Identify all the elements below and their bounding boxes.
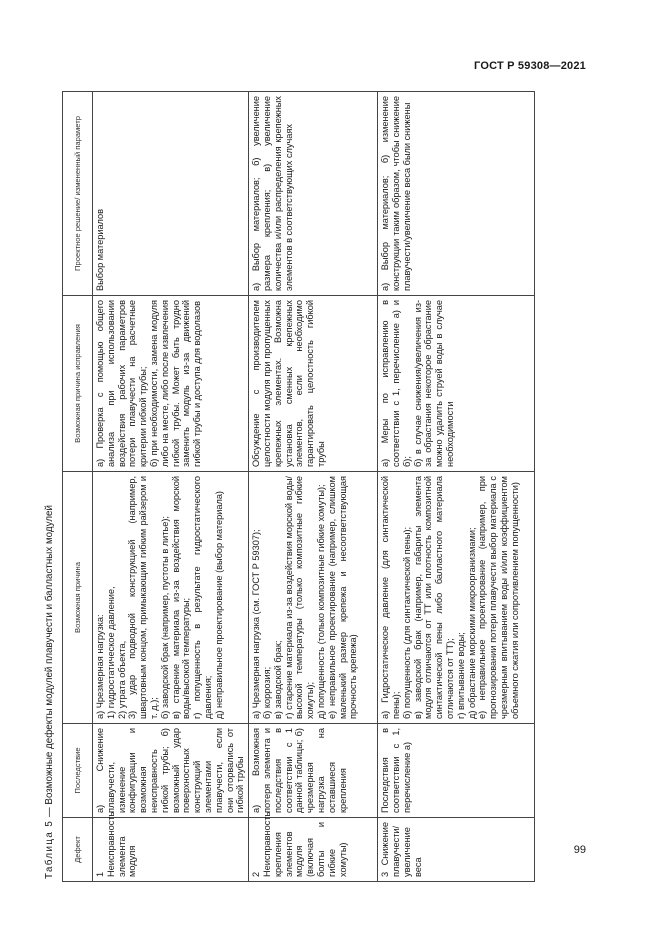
defect-cell: 3 Снижение плавучести/увеличение веса bbox=[378, 818, 535, 882]
column-header-cause: Возможная причина bbox=[63, 472, 93, 724]
cause-item: б) попущенность (для синтактической пены); bbox=[401, 526, 412, 719]
cause-cell bbox=[378, 472, 535, 724]
cause-cell bbox=[249, 472, 378, 724]
cause-item: а) Чрезмерная нагрузка (см. ГОСТ Р 59307); bbox=[251, 529, 262, 719]
fix-item: а) Проверка с помощью общего анализа при использовании воздействия рабочих параметров потери плавучести на расчетные критерии гибкой трубы; bbox=[95, 300, 149, 467]
fix-cell bbox=[249, 296, 378, 472]
table-caption-text: — Возможные дефекты модулей плавучести и балластных модулей bbox=[44, 505, 55, 820]
cause-item: е) неправильное проектирование (например, слишком маленький размер крепежа и несоответствующая прочность крепежа) bbox=[326, 476, 359, 719]
consequence-cell: Последствия в соответствии с 1, перечисление а) bbox=[378, 724, 535, 818]
cause-item: г) попущенность в результате гидростатического давления; bbox=[192, 476, 213, 719]
cause-item: в) старение материала из-за воздействия морской воды/высокой температуры; bbox=[170, 476, 192, 719]
consequence-cell: а) Снижение плавучести, изменение конфигурации и возможная неисправность гибкой трубы; б) возможный удар поверхностных конструкций элементами плавучести, если они оторвались от гибкой трубы bbox=[93, 724, 249, 818]
cause-item: 2) утрата объекта, bbox=[116, 640, 127, 719]
fix-item: б) в случае снижения/увеличения из-за обрастания некоторое обрастание можно удалить струей воды в случае необходимости bbox=[412, 300, 455, 467]
column-header-consequence: Последствие bbox=[63, 724, 93, 818]
cause-item: 1) гидростатическое давление, bbox=[105, 586, 116, 719]
cause-item: е) неправильное проектирование (например, при прогнозировании потери плавучести выбор материала с чрезмерным впитыванием воды и/или коэффициентом объемного сжатия или сопротивлением попущенности) bbox=[477, 476, 520, 719]
cause-item: г) впитывание воды; bbox=[455, 632, 466, 719]
decision-cell: а) Выбор материалов; б) изменение конструкции таким образом, чтобы снижение плавучести/увеличение веса были снижены bbox=[378, 92, 535, 296]
cause-item: д) обрастание морскими микроорганизмами; bbox=[466, 527, 477, 719]
page-number: 99 bbox=[573, 844, 586, 856]
column-header-decision: Проектное решение/ измененный параметр bbox=[63, 92, 93, 296]
fix-cell bbox=[93, 296, 249, 472]
cause-item: б) заводской брак (например, пустоты в литье); bbox=[159, 516, 170, 719]
cause-cell bbox=[93, 472, 249, 724]
table-row bbox=[249, 92, 378, 882]
decision-cell: Выбор материалов bbox=[93, 92, 249, 296]
column-header-fix: Возможная причина исправления bbox=[63, 296, 93, 472]
cause-item: в) заводской брак; bbox=[272, 640, 283, 719]
rotated-table-wrapper bbox=[62, 92, 580, 882]
fix-item: Обсуждение с производителем целостности модуля при пропущенных крепежных элементах. Возможна установка сменных крепежных элементов, если необходимо гарантировать целостность гибкой трубы bbox=[251, 300, 326, 467]
column-header-defect: Дефект bbox=[63, 818, 93, 882]
cause-item: а) Чрезмерная нагрузка: bbox=[95, 614, 105, 719]
table-caption-prefix: Таблица 5 bbox=[44, 819, 55, 879]
cause-item: а) Гидростатическое давление (для синтактической пены); bbox=[380, 476, 401, 719]
table-row bbox=[378, 92, 535, 882]
table-header-row bbox=[63, 92, 93, 882]
table-caption bbox=[44, 79, 58, 879]
fix-item: а) Меры по исправлению в соответствии с 1, перечисление а) и б); bbox=[380, 300, 412, 467]
cause-item: 3) удар подводной конструкцией (например, швартовным концом, примыкающим гибким райзером и т. д.); bbox=[127, 476, 159, 719]
consequence-cell: а) Возможная потеря элемента и последствия в соответствии с 1 данной таблицы; б) чрезмерная нагрузка на оставшиеся крепления bbox=[249, 724, 378, 818]
fix-item: б) при необходимости, замена модуля либо на месте, либо после извлечения гибкой трубы. Может быть трудно заменить модуль из-за движений гибкой трубы и доступа для водолазов bbox=[148, 300, 203, 467]
standard-designation: ГОСТ Р 59308—2021 bbox=[474, 60, 586, 72]
cause-item: д) попущенность (только композитные гибкие хомуты); bbox=[315, 484, 326, 719]
fix-cell bbox=[378, 296, 535, 472]
cause-item: г) старение материала из-за воздействия морской воды/высокой температуры (только композитные гибкие хомуты); bbox=[283, 476, 316, 719]
defects-table bbox=[62, 91, 535, 882]
cause-item: в) заводской брак (например, габариты элемента модуля отличаются от ТТ или плотность композитной синтактической пены либо балластного материала отличаются от ТТ); bbox=[412, 476, 455, 719]
table-row bbox=[93, 92, 249, 882]
decision-cell: а) Выбор материалов; б) увеличение размера крепления; в) увеличение количества и/или распределения крепежных элементов в соответствующих случаях bbox=[249, 92, 378, 296]
defect-cell: 2 Неисправность крепления элементов модуля (включая болты и гибкие хомуты) bbox=[249, 818, 378, 882]
cause-item: д) неправильное проектирование (выбор материала) bbox=[213, 491, 224, 719]
defect-cell: 1 Неисправность элемента модуля bbox=[93, 818, 249, 882]
cause-item: б) коррозия; bbox=[261, 666, 272, 719]
